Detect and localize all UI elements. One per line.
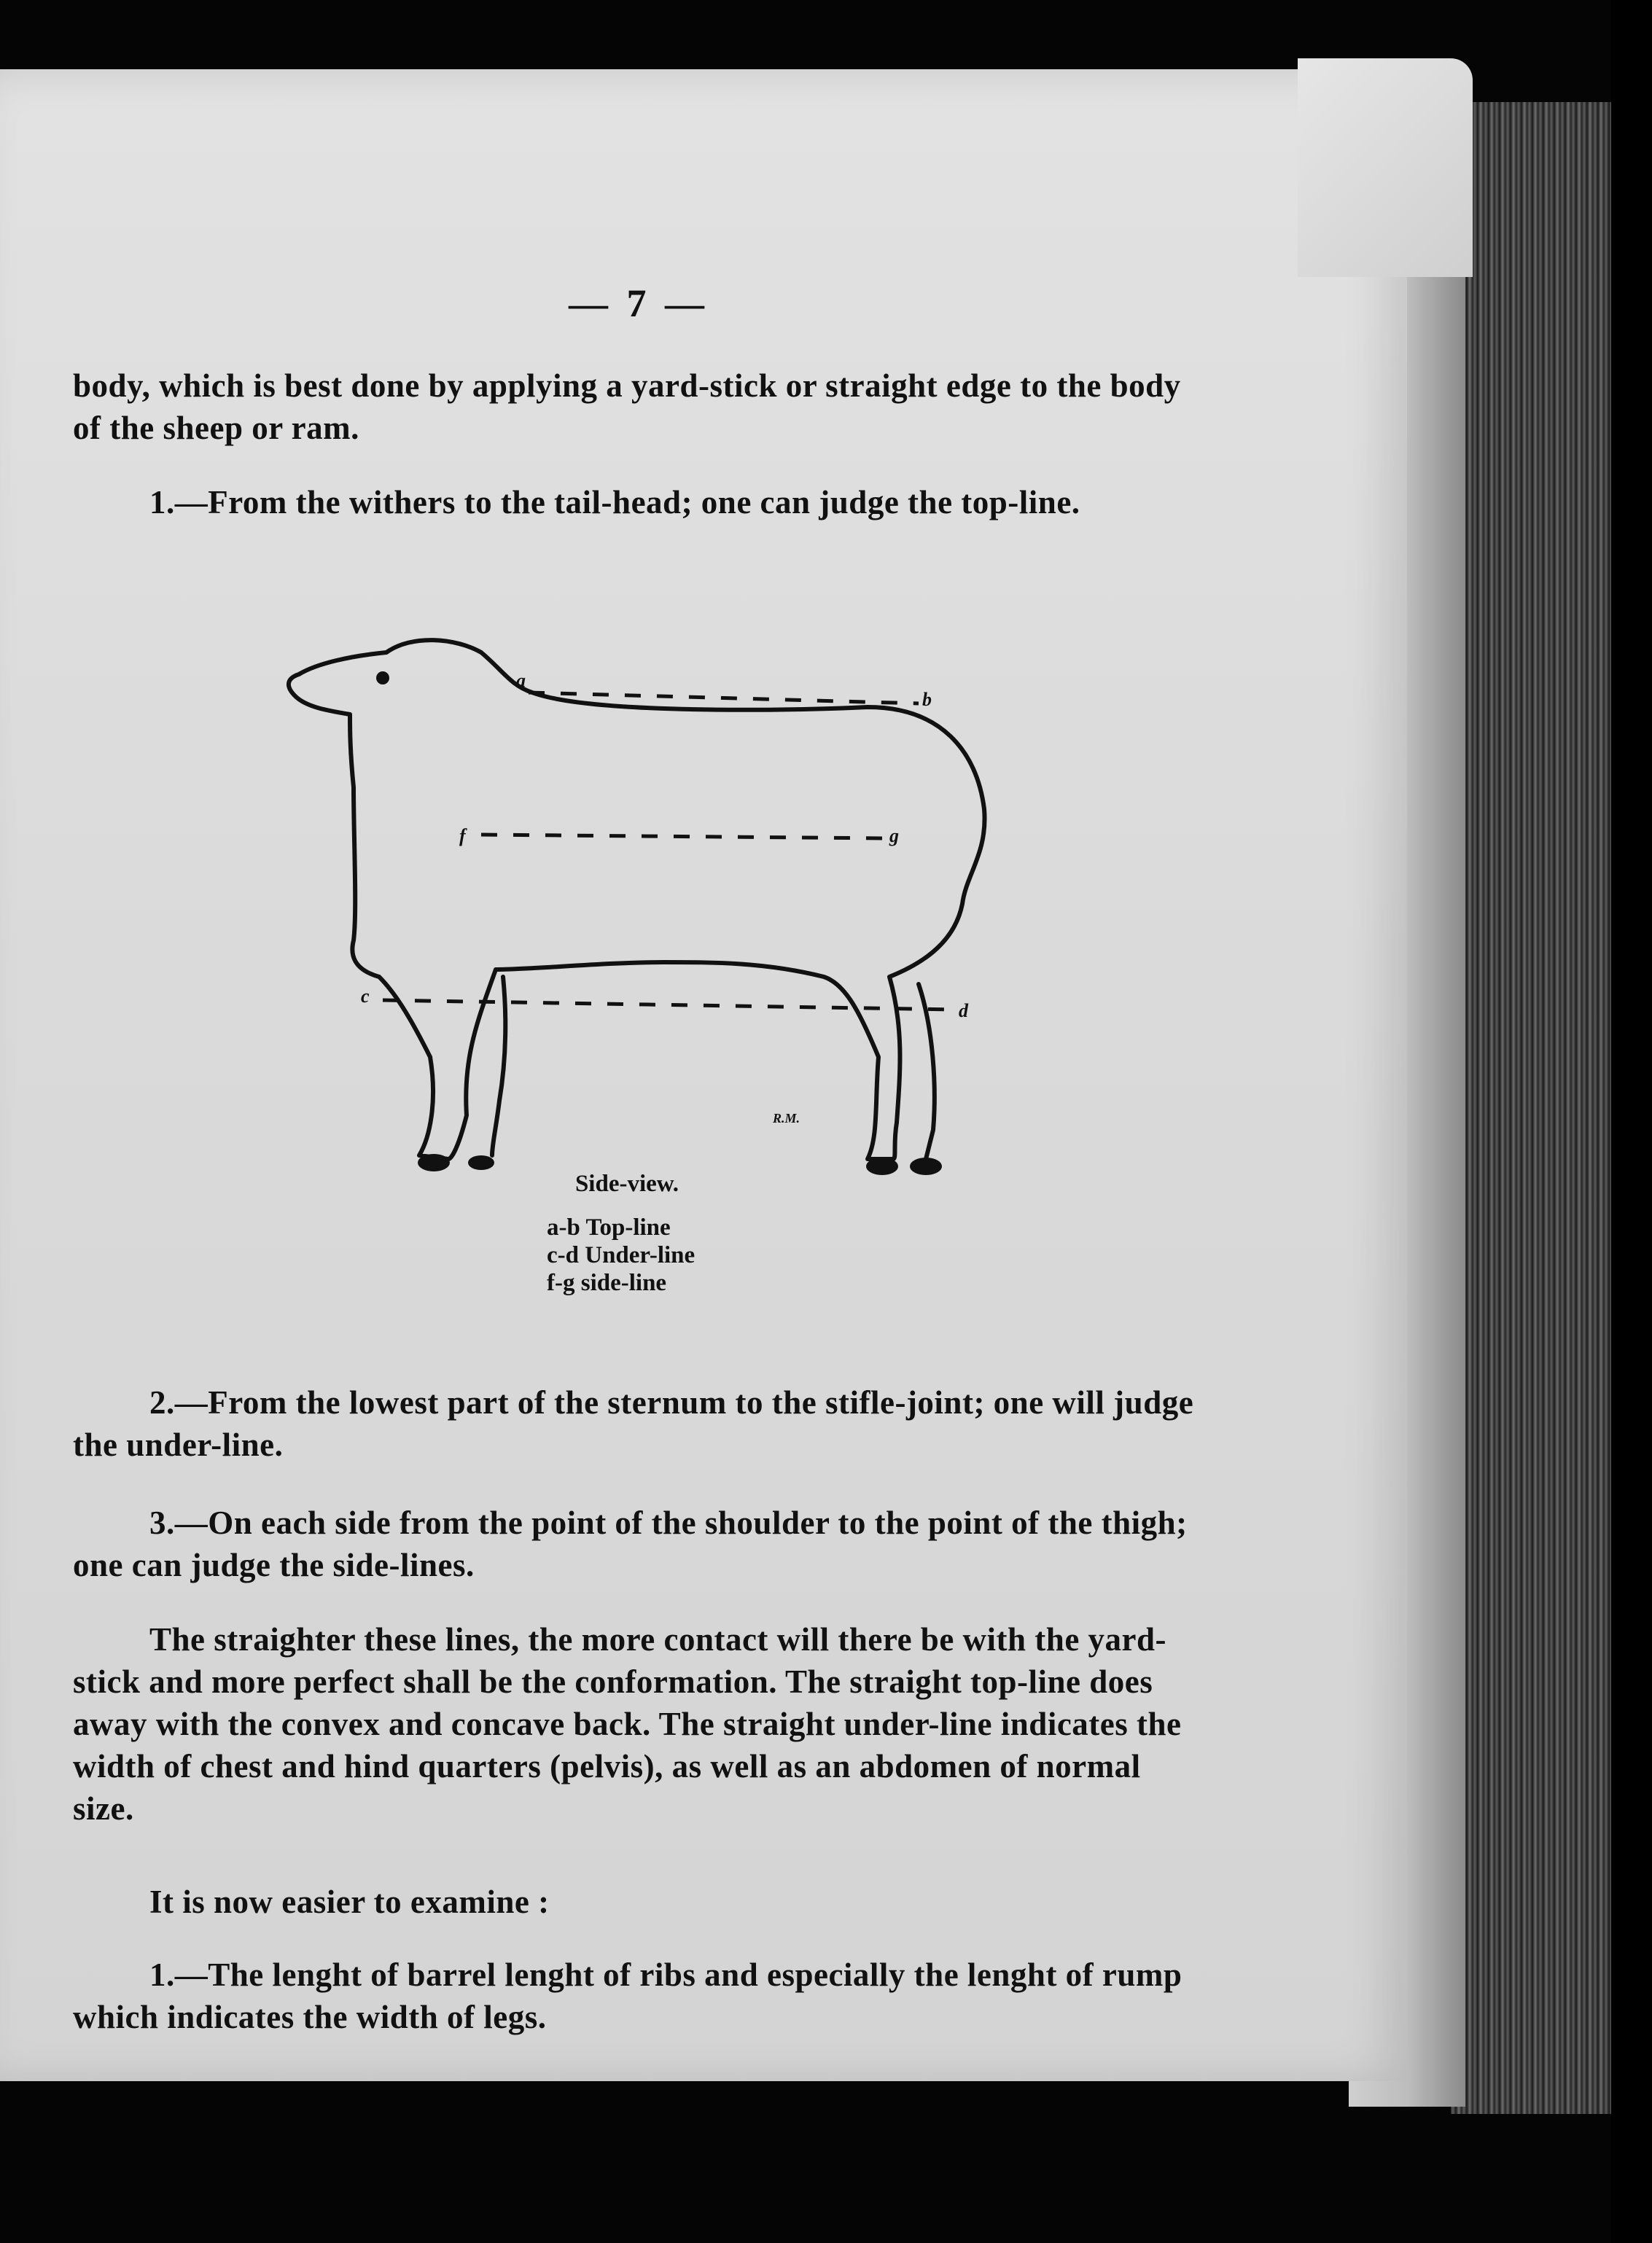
paragraph-intro: body, which is best done by applying a yard-stick or straight edge to the body of the sheep or ram. <box>73 367 1181 446</box>
under-line-c-d <box>383 1000 955 1010</box>
side-line-f-g <box>481 835 886 838</box>
sheep-eye <box>378 674 387 682</box>
sheep-outline <box>289 640 985 1159</box>
label-signature: R.M. <box>773 1111 800 1126</box>
label-g: g <box>889 825 899 846</box>
paragraph-under-line: 2.—From the lowest part of the sternum to the stifle-joint; one will judge the under-line. <box>73 1384 1194 1463</box>
legend-side-line: f-g side-line <box>547 1270 667 1296</box>
paragraph-barrel-length: 1.—The lenght of barrel lenght of ribs and especially the lenght of rump which indicates the width of legs. <box>73 1957 1182 2035</box>
label-a: a <box>516 670 526 691</box>
front-hoof-1 <box>418 1154 450 1171</box>
label-d: d <box>959 1000 968 1021</box>
label-b: b <box>922 689 932 710</box>
paragraph-straighter-lines: The straighter these lines, the more contact will there be with the yard-stick and more perfect shall be the conformation. The straight top-line does away with the convex and concave back. The straight under-line indicates the width of chest and hind quarters (pelvis), as well as an abdomen of normal size. <box>73 1621 1182 1827</box>
book-page-edges <box>1451 102 1626 2114</box>
legend-under-line: c-d Under-line <box>547 1242 696 1268</box>
page-corner-fold <box>1298 58 1473 277</box>
hind-hoof-2 <box>910 1158 942 1175</box>
label-f: f <box>459 825 466 846</box>
paragraph-side-lines: 3.—On each side from the point of the shoulder to the point of the thigh; one can judge the side-lines. <box>73 1505 1188 1583</box>
legend-top-line: a-b Top-line <box>547 1214 671 1241</box>
figure-legend <box>503 1214 765 1297</box>
page-number: — 7 — <box>569 281 709 325</box>
paragraph-examine: It is now easier to examine : <box>149 1884 550 1920</box>
hind-hoof-1 <box>866 1158 898 1175</box>
scan-border <box>1611 0 1652 2243</box>
label-c: c <box>361 986 370 1007</box>
figure-caption-title: Side-view. <box>574 1171 679 1197</box>
paragraph-top-line: 1.—From the withers to the tail-head; one can judge the top-line. <box>149 484 1080 520</box>
front-hoof-2 <box>468 1155 494 1170</box>
sheep-side-view-figure <box>284 620 1013 1203</box>
